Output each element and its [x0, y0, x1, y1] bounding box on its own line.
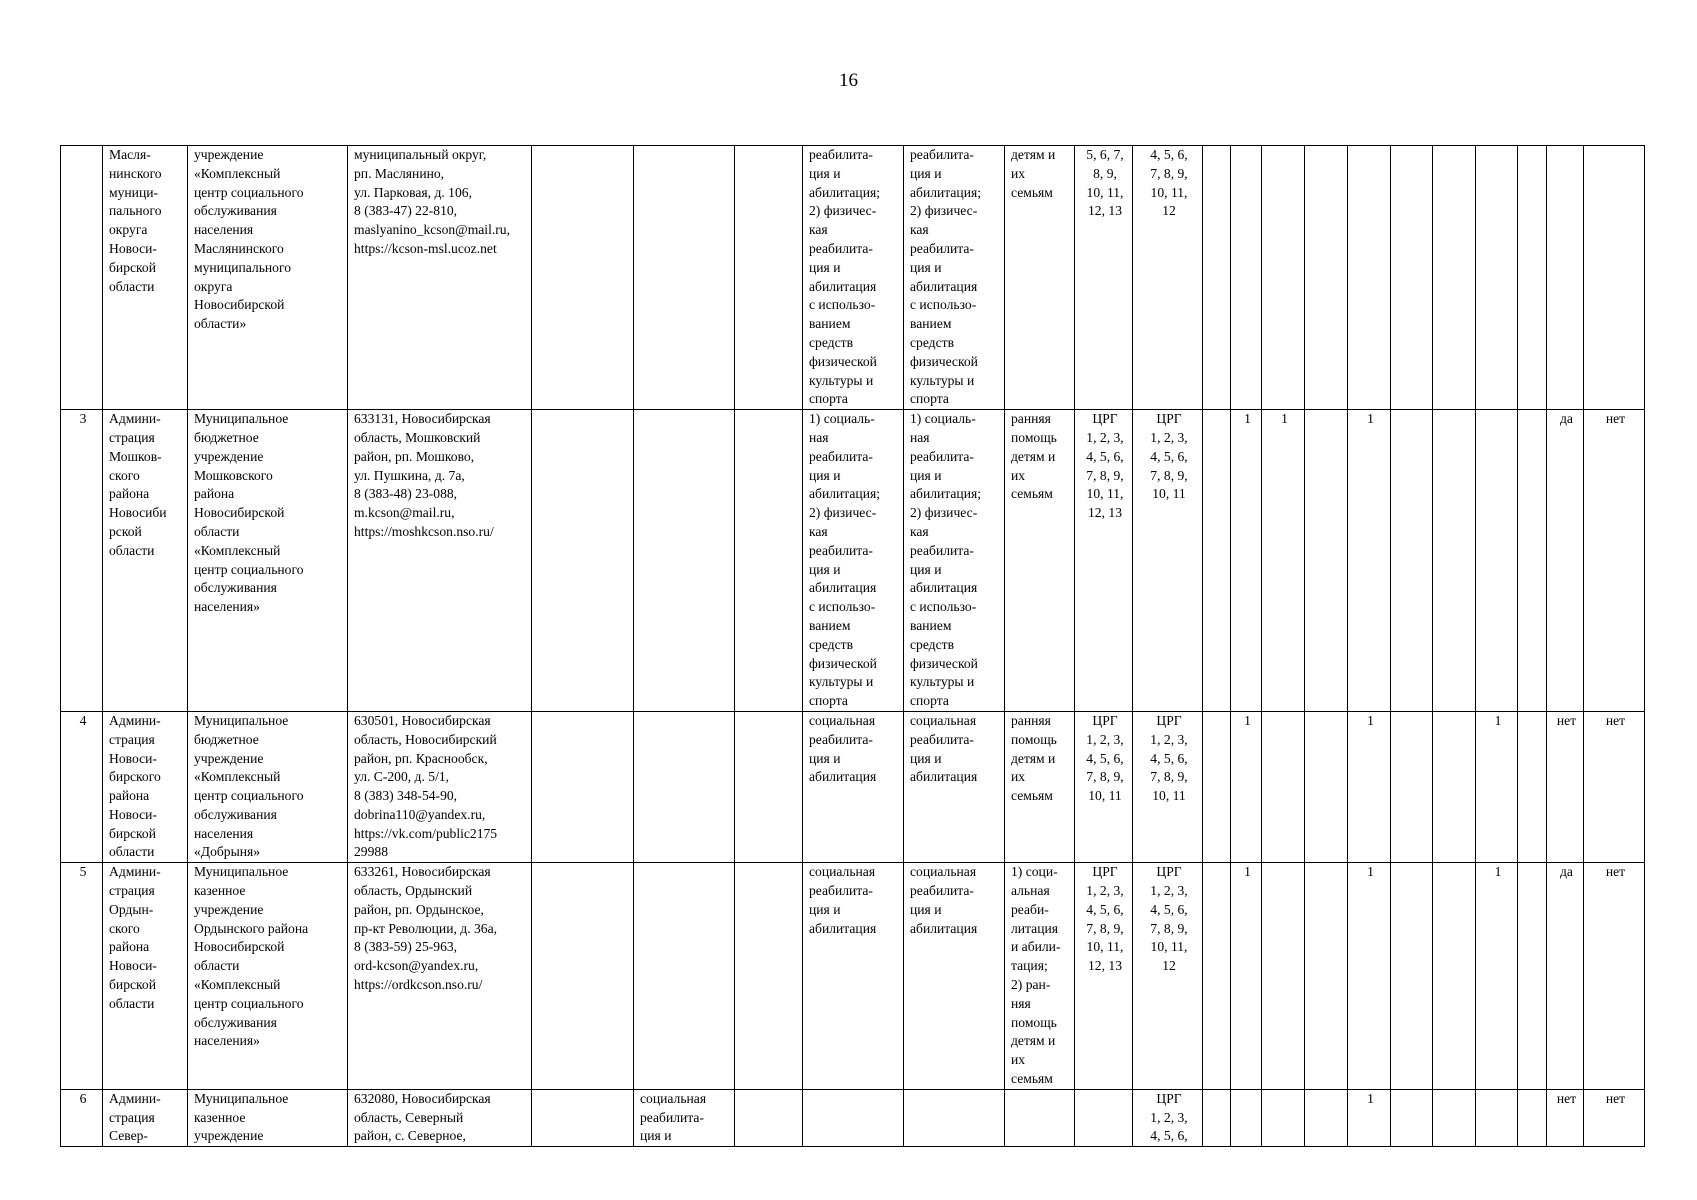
cell-col-17 [1348, 146, 1391, 410]
cell-flag-b: нет [1584, 1089, 1645, 1146]
cell-authority: Админи- страция Мошков- ского района Новосиби рской области [103, 410, 188, 712]
cell-col-7 [735, 146, 803, 410]
cell-groups-a: 5, 6, 7, 8, 9, 10, 11, 12, 13 [1075, 146, 1133, 410]
cell-groups-b: ЦРГ 1, 2, 3, 4, 5, 6, 7, 8, 9, 10, 11 [1133, 410, 1203, 712]
cell-col-14 [1231, 146, 1262, 410]
cell-address-contacts: 632080, Новосибирская область, Северный район, с. Северное, [348, 1089, 532, 1146]
cell-number [61, 146, 103, 410]
cell-col-21 [1518, 863, 1547, 1090]
cell-col-5 [532, 863, 634, 1090]
cell-early-help: детям и их семьям [1005, 146, 1075, 410]
cell-authority: Админи- страция Север- [103, 1089, 188, 1146]
cell-col-21 [1518, 1089, 1547, 1146]
cell-rehab-services-2: 1) социаль- ная реабилита- ция и абилитация; 2) физичес- кая реабилита- ция и абилитация с использо- ванием средств физической культуры и спорта [904, 410, 1005, 712]
cell-col-20 [1476, 410, 1518, 712]
cell-col-19 [1433, 146, 1476, 410]
cell-col-13 [1203, 711, 1231, 862]
cell-col-14: 1 [1231, 410, 1262, 712]
table-row [61, 1089, 1645, 1146]
cell-col-20: 1 [1476, 863, 1518, 1090]
cell-col-6 [634, 410, 735, 712]
cell-col-15: 1 [1262, 410, 1305, 712]
cell-col-18 [1391, 863, 1433, 1090]
cell-number: 6 [61, 1089, 103, 1146]
cell-col-5 [532, 146, 634, 410]
cell-col-18 [1391, 410, 1433, 712]
cell-col-19 [1433, 1089, 1476, 1146]
cell-col-7 [735, 863, 803, 1090]
cell-number: 4 [61, 711, 103, 862]
cell-flag-b [1584, 146, 1645, 410]
cell-col-7 [735, 410, 803, 712]
cell-rehab-services-2: социальная реабилита- ция и абилитация [904, 711, 1005, 862]
cell-col-19 [1433, 863, 1476, 1090]
cell-col-15 [1262, 711, 1305, 862]
cell-early-help: ранняя помощь детям и их семьям [1005, 711, 1075, 862]
cell-groups-b: 4, 5, 6, 7, 8, 9, 10, 11, 12 [1133, 146, 1203, 410]
cell-col-6: социальная реабилита- ция и [634, 1089, 735, 1146]
cell-flag-a [1547, 146, 1584, 410]
cell-groups-b: ЦРГ 1, 2, 3, 4, 5, 6, 7, 8, 9, 10, 11, 12 [1133, 863, 1203, 1090]
cell-col-7 [735, 1089, 803, 1146]
cell-col-6 [634, 146, 735, 410]
cell-col-13 [1203, 410, 1231, 712]
cell-address-contacts: муниципальный округ, рп. Маслянино, ул. Парковая, д. 106, 8 (383-47) 22-810, maslyanino_kcson@mail.ru, https://kcson-msl.ucoz.net [348, 146, 532, 410]
cell-col-20: 1 [1476, 711, 1518, 862]
cell-col-17: 1 [1348, 711, 1391, 862]
cell-col-19 [1433, 711, 1476, 862]
cell-authority: Админи- страция Новоси- бирского района Новоси- бирской области [103, 711, 188, 862]
cell-col-16 [1305, 410, 1348, 712]
cell-col-7 [735, 711, 803, 862]
cell-col-21 [1518, 410, 1547, 712]
cell-groups-b: ЦРГ 1, 2, 3, 4, 5, 6, 7, 8, 9, 10, 11 [1133, 711, 1203, 862]
cell-groups-b: ЦРГ 1, 2, 3, 4, 5, 6, [1133, 1089, 1203, 1146]
cell-number: 3 [61, 410, 103, 712]
cell-col-20 [1476, 1089, 1518, 1146]
cell-col-16 [1305, 711, 1348, 862]
cell-col-5 [532, 410, 634, 712]
cell-groups-a: ЦРГ 1, 2, 3, 4, 5, 6, 7, 8, 9, 10, 11, 12, 13 [1075, 863, 1133, 1090]
cell-early-help: ранняя помощь детям и их семьям [1005, 410, 1075, 712]
table-row [61, 146, 1645, 410]
cell-institution: Муниципальное бюджетное учреждение Мошковского района Новосибирской области «Комплексный центр социального обслуживания населения» [188, 410, 348, 712]
cell-rehab-services-2 [904, 1089, 1005, 1146]
cell-col-13 [1203, 146, 1231, 410]
cell-col-18 [1391, 146, 1433, 410]
cell-col-15 [1262, 1089, 1305, 1146]
cell-col-16 [1305, 863, 1348, 1090]
cell-flag-b: нет [1584, 711, 1645, 862]
cell-number: 5 [61, 863, 103, 1090]
cell-col-15 [1262, 863, 1305, 1090]
cell-col-13 [1203, 1089, 1231, 1146]
cell-early-help: 1) соци- альная реаби- литация и абили- тация; 2) ран- няя помощь детям и их семьям [1005, 863, 1075, 1090]
cell-col-14: 1 [1231, 711, 1262, 862]
cell-col-18 [1391, 711, 1433, 862]
cell-col-5 [532, 711, 634, 862]
cell-flag-a: нет [1547, 1089, 1584, 1146]
cell-flag-a: да [1547, 410, 1584, 712]
cell-flag-a: нет [1547, 711, 1584, 862]
cell-rehab-services: реабилита- ция и абилитация; 2) физичес- кая реабилита- ция и абилитация с использо- ванием средств физической культуры и спорта [803, 146, 904, 410]
cell-col-19 [1433, 410, 1476, 712]
cell-col-16 [1305, 1089, 1348, 1146]
cell-flag-b: нет [1584, 410, 1645, 712]
institutions-table [60, 145, 1645, 1147]
cell-col-17: 1 [1348, 1089, 1391, 1146]
cell-col-21 [1518, 146, 1547, 410]
table-row [61, 410, 1645, 712]
cell-col-14 [1231, 1089, 1262, 1146]
table-row [61, 711, 1645, 862]
cell-col-13 [1203, 863, 1231, 1090]
cell-address-contacts: 633261, Новосибирская область, Ордынский район, рп. Ордынское, пр-кт Революции, д. 36а, 8 (383-59) 25-963, ord-kcson@yandex.ru, https://ordkcson.nso.ru/ [348, 863, 532, 1090]
cell-authority: Масля- нинского муници- пального округа Новоси- бирской области [103, 146, 188, 410]
cell-address-contacts: 633131, Новосибирская область, Мошковский район, рп. Мошково, ул. Пушкина, д. 7а, 8 (383-48) 23-088, m.kcson@mail.ru, https://moshkcson.nso.ru/ [348, 410, 532, 712]
page-number: 16 [839, 70, 858, 91]
cell-rehab-services-2: социальная реабилита- ция и абилитация [904, 863, 1005, 1090]
cell-col-16 [1305, 146, 1348, 410]
cell-early-help [1005, 1089, 1075, 1146]
cell-col-21 [1518, 711, 1547, 862]
cell-groups-a: ЦРГ 1, 2, 3, 4, 5, 6, 7, 8, 9, 10, 11 [1075, 711, 1133, 862]
cell-institution: Муниципальное казенное учреждение [188, 1089, 348, 1146]
cell-col-5 [532, 1089, 634, 1146]
cell-col-15 [1262, 146, 1305, 410]
cell-rehab-services: социальная реабилита- ция и абилитация [803, 863, 904, 1090]
cell-authority: Админи- страция Ордын- ского района Новоси- бирской области [103, 863, 188, 1090]
cell-groups-a: ЦРГ 1, 2, 3, 4, 5, 6, 7, 8, 9, 10, 11, 12, 13 [1075, 410, 1133, 712]
cell-rehab-services: 1) социаль- ная реабилита- ция и абилитация; 2) физичес- кая реабилита- ция и абилитация с использо- ванием средств физической культуры и спорта [803, 410, 904, 712]
cell-col-17: 1 [1348, 410, 1391, 712]
cell-flag-a: да [1547, 863, 1584, 1090]
cell-col-18 [1391, 1089, 1433, 1146]
cell-col-20 [1476, 146, 1518, 410]
cell-rehab-services [803, 1089, 904, 1146]
table-body [61, 146, 1645, 1147]
cell-col-17: 1 [1348, 863, 1391, 1090]
cell-institution: учреждение «Комплексный центр социального обслуживания населения Маслянинского муниципального округа Новосибирской области» [188, 146, 348, 410]
cell-institution: Муниципальное бюджетное учреждение «Комплексный центр социального обслуживания населения «Добрыня» [188, 711, 348, 862]
cell-groups-a [1075, 1089, 1133, 1146]
table-row [61, 863, 1645, 1090]
cell-flag-b: нет [1584, 863, 1645, 1090]
cell-address-contacts: 630501, Новосибирская область, Новосибирский район, рп. Краснообск, ул. С-200, д. 5/1, 8 (383) 348-54-90, dobrina110@yandex.ru, https://vk.com/public2175 29988 [348, 711, 532, 862]
cell-institution: Муниципальное казенное учреждение Ордынского района Новосибирской области «Комплексный центр социального обслуживания населения» [188, 863, 348, 1090]
cell-col-14: 1 [1231, 863, 1262, 1090]
cell-rehab-services-2: реабилита- ция и абилитация; 2) физичес- кая реабилита- ция и абилитация с использо- ванием средств физической культуры и спорта [904, 146, 1005, 410]
cell-rehab-services: социальная реабилита- ция и абилитация [803, 711, 904, 862]
cell-col-6 [634, 711, 735, 862]
cell-col-6 [634, 863, 735, 1090]
